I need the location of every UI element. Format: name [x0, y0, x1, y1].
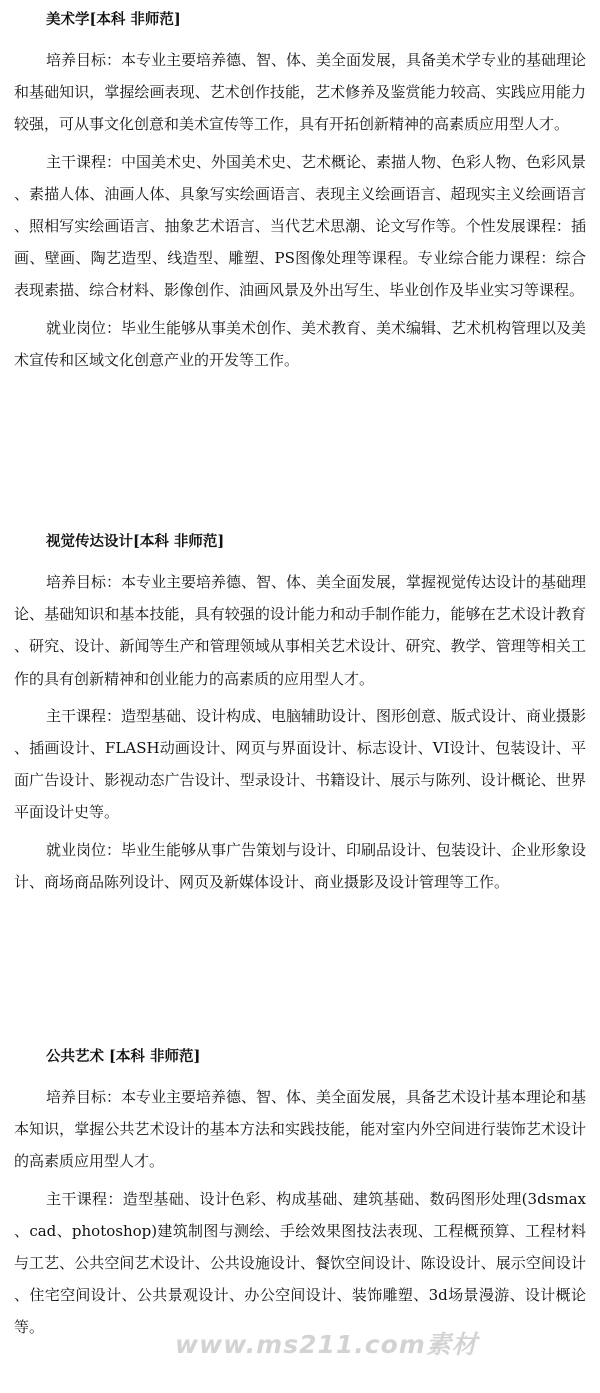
- section-visual-communication: [14, 532, 586, 898]
- section-title: 公共艺术 [本科 非师范]: [46, 1048, 201, 1065]
- training-goal-paragraph: 培养目标：本专业主要培养德、智、体、美全面发展，具备美术学专业的基础理论和基础知识，掌握绘画表现、艺术创作技能，艺术修养及鉴赏能力较高、实践应用能力较强，可从事文化创意和美术宣传等工作，具有开拓创新精神的高素质应用型人才。: [14, 51, 587, 134]
- training-goal-paragraph: 培养目标：本专业主要培养德、智、体、美全面发展，掌握视觉传达设计的基础理论、基础知识和基本技能，具有较强的设计能力和动手制作能力，能够在艺术设计教育、研究、设计、新闻等生产和管理领域从事相关艺术设计、研究、教学、管理等相关工作的具有创新精神和创业能力的高素质的应用型人才。: [14, 573, 587, 688]
- section-public-art: [14, 1047, 586, 1344]
- site-watermark: www.ms211.com素材: [175, 1330, 478, 1359]
- section-title: 美术学[本科 非师范]: [46, 11, 181, 28]
- section-fine-arts: [14, 10, 586, 376]
- section-title: 视觉传达设计[本科 非师范]: [46, 533, 225, 550]
- main-courses-paragraph: 主干课程：中国美术史、外国美术史、艺术概论、素描人物、色彩人物、色彩风景、素描人体、油画人体、具象写实绘画语言、表现主义绘画语言、超现实主义绘画语言、照相写实绘画语言、抽象艺术语言、当代艺术思潮、论文写作等。个性发展课程：插画、壁画、陶艺造型、线造型、雕塑、PS图像处理等课程。专业综合能力课程：综合表现素描、综合材料、影像创作、油画风景及外出写生、毕业创作及毕业实习等课程。: [14, 152, 587, 300]
- training-goal-paragraph: 培养目标：本专业主要培养德、智、体、美全面发展，具备艺术设计基本理论和基本知识，掌握公共艺术设计的基本方法和实践技能，能对室内外空间进行装饰艺术设计的高素质应用型人才。: [14, 1088, 587, 1171]
- employment-paragraph: 就业岗位：毕业生能够从事美术创作、美术教育、美术编辑、艺术机构管理以及美术宣传和区域文化创意产业的开发等工作。: [14, 318, 587, 369]
- main-courses-paragraph: 主干课程：造型基础、设计色彩、构成基础、建筑基础、数码图形处理(3dsmax、cad、photoshop)建筑制图与测绘、手绘效果图技法表现、工程概预算、工程材料与工艺、公共空间艺术设计、公共设施设计、餐饮空间设计、陈设设计、展示空间设计、住宅空间设计、公共景观设计、办公空间设计、装饰雕塑、3d场景漫游、设计概论等。: [14, 1189, 586, 1337]
- main-courses-paragraph: 主干课程：造型基础、设计构成、电脑辅助设计、图形创意、版式设计、商业摄影、插画设计、FLASH动画设计、网页与界面设计、标志设计、VI设计、包装设计、平面广告设计、影视动态广告设计、型录设计、书籍设计、展示与陈列、设计概论、世界平面设计史等。: [14, 706, 587, 822]
- employment-paragraph: 就业岗位：毕业生能够从事广告策划与设计、印刷品设计、包装设计、企业形象设计、商场商品陈列设计、网页及新媒体设计、商业摄影及设计管理等工作。: [14, 840, 587, 891]
